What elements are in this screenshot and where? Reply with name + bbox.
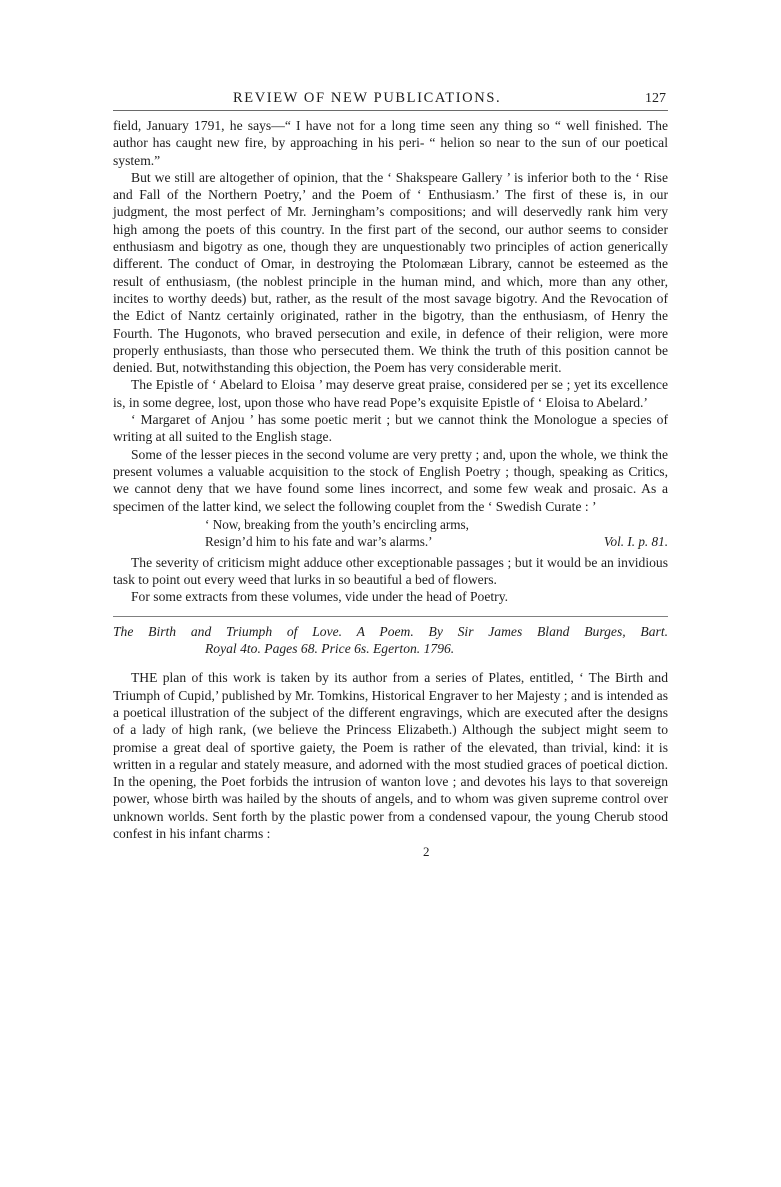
couplet-reference: Vol. I. p. 81. [603, 533, 668, 549]
paragraph-1: field, January 1791, he says—“ I have not for a long time seen any thing so “ well finished. The author has caught new fire, by approaching in his peri- “ helion so near to the sun of our poetical system.” [113, 118, 668, 168]
page-number: 127 [645, 91, 666, 106]
review-entry [113, 623, 668, 843]
paragraph-2: But we still are altogether of opinion, that the ‘ Shakspeare Gallery ’ is inferior both to the ‘ Rise and Fall of the Northern Poetry,’ and the Poem of ‘ Enthusiasm.’ The first of these is, in our judgment, the most perfect of Mr. Jerningham’s compositions; and will deservedly rank him very high among the poets of this country. In the first part of the second, our author seems to consider enthusiasm and bigotry as one, though they are unquestionably two principles of action generically different. The conduct of Omar, in destroying the Ptolomæan Library, cannot be esteemed as the result of enthusiasm, (the noblest principle in the human mind, and which, more than any other, incites to worthy deeds) but, rather, as the result of the most savage bigotry. And the Revocation of the Edict of Nantz certainly originated, rather in the bigotry, than the enthusiasm, of Henry the Fourth. The Hugonots, who braved persecution and exile, in defence of their religion, were more properly enthusiasts, than those who persecuted them. We think the truth of this position cannot be denied. But, notwithstanding this objection, the Poem has very considerable merit. [113, 169, 668, 376]
book-details: Royal 4to. Pages 68. Price 6s. Egerton. 1796. [205, 641, 455, 657]
running-head: REVIEW OF NEW PUBLICATIONS. [233, 90, 502, 106]
review-continuation [113, 117, 668, 606]
page [113, 88, 668, 861]
paragraph-3: The Epistle of ‘ Abelard to Eloisa ’ may deserve great praise, considered per se ; yet its excellence is, in some degree, lost, upon those who have read Pope’s exquisite Epistle of ‘ Eloisa to Abelard.’ [113, 377, 668, 410]
signature-mark: 2 [423, 844, 430, 860]
paragraph-7: For some extracts from these volumes, vide under the head of Poetry. [131, 589, 509, 605]
page-header [113, 88, 668, 111]
review-text [113, 669, 668, 842]
paragraph-6: The severity of criticism might adduce other exceptionable passages ; but it would be an invidious task to point out every weed that lurks in so beautiful a bed of flowers. [113, 554, 668, 588]
couplet-line-1: ‘ Now, breaking from the youth’s encircling arms, [205, 516, 469, 532]
section-divider [113, 616, 668, 617]
paragraph-5: Some of the lesser pieces in the second volume are very pretty ; and, upon the whole, we think the present volumes a valuable acquisition to the stock of English Poetry ; though, speaking as Critics, we cannot deny that we have found some lines incorrect, and some few weak and prosaic. As a specimen of the latter kind, we select the following couplet from the ‘ Swedish Curate : ’ [113, 446, 668, 514]
review-paragraph: THE plan of this work is taken by its author from a series of Plates, entitled, ‘ The Birth and Triumph of Cupid,’ published by Mr. Tomkins, Historical Engraver to her Majesty ; and is intended as a poetical illustration of the subject of the different engravings, which are executed after the designs of a lady of high rank, (we believe the Princess Elizabeth.) Although the subject might seem to promise a great deal of sportive gaiety, the Poem is rather of the elevated, than trivial, kind: it is written in a regular and stately measure, and adorned with the most studied graces of poetical diction. In the opening, the Poet forbids the intrusion of wanton love ; and devotes his lays to that sovereign power, whose birth was hailed by the shouts of angels, and to whom was given supreme control over unknown worlds. Sent forth by the plastic power from a condensed vapour, the young Cherub stood confest in his infant charms : [113, 670, 668, 841]
book-title: The Birth and Triumph of Love. A Poem. By Sir James Bland Burges, Bart. [113, 623, 668, 639]
paragraph-4: ‘ Margaret of Anjou ’ has some poetic merit ; but we cannot think the Monologue a species of writing at all suited to the English stage. [113, 412, 668, 445]
couplet-line-2: Resign’d him to his fate and war’s alarms.’ [205, 533, 433, 549]
quoted-couplet [205, 516, 668, 550]
